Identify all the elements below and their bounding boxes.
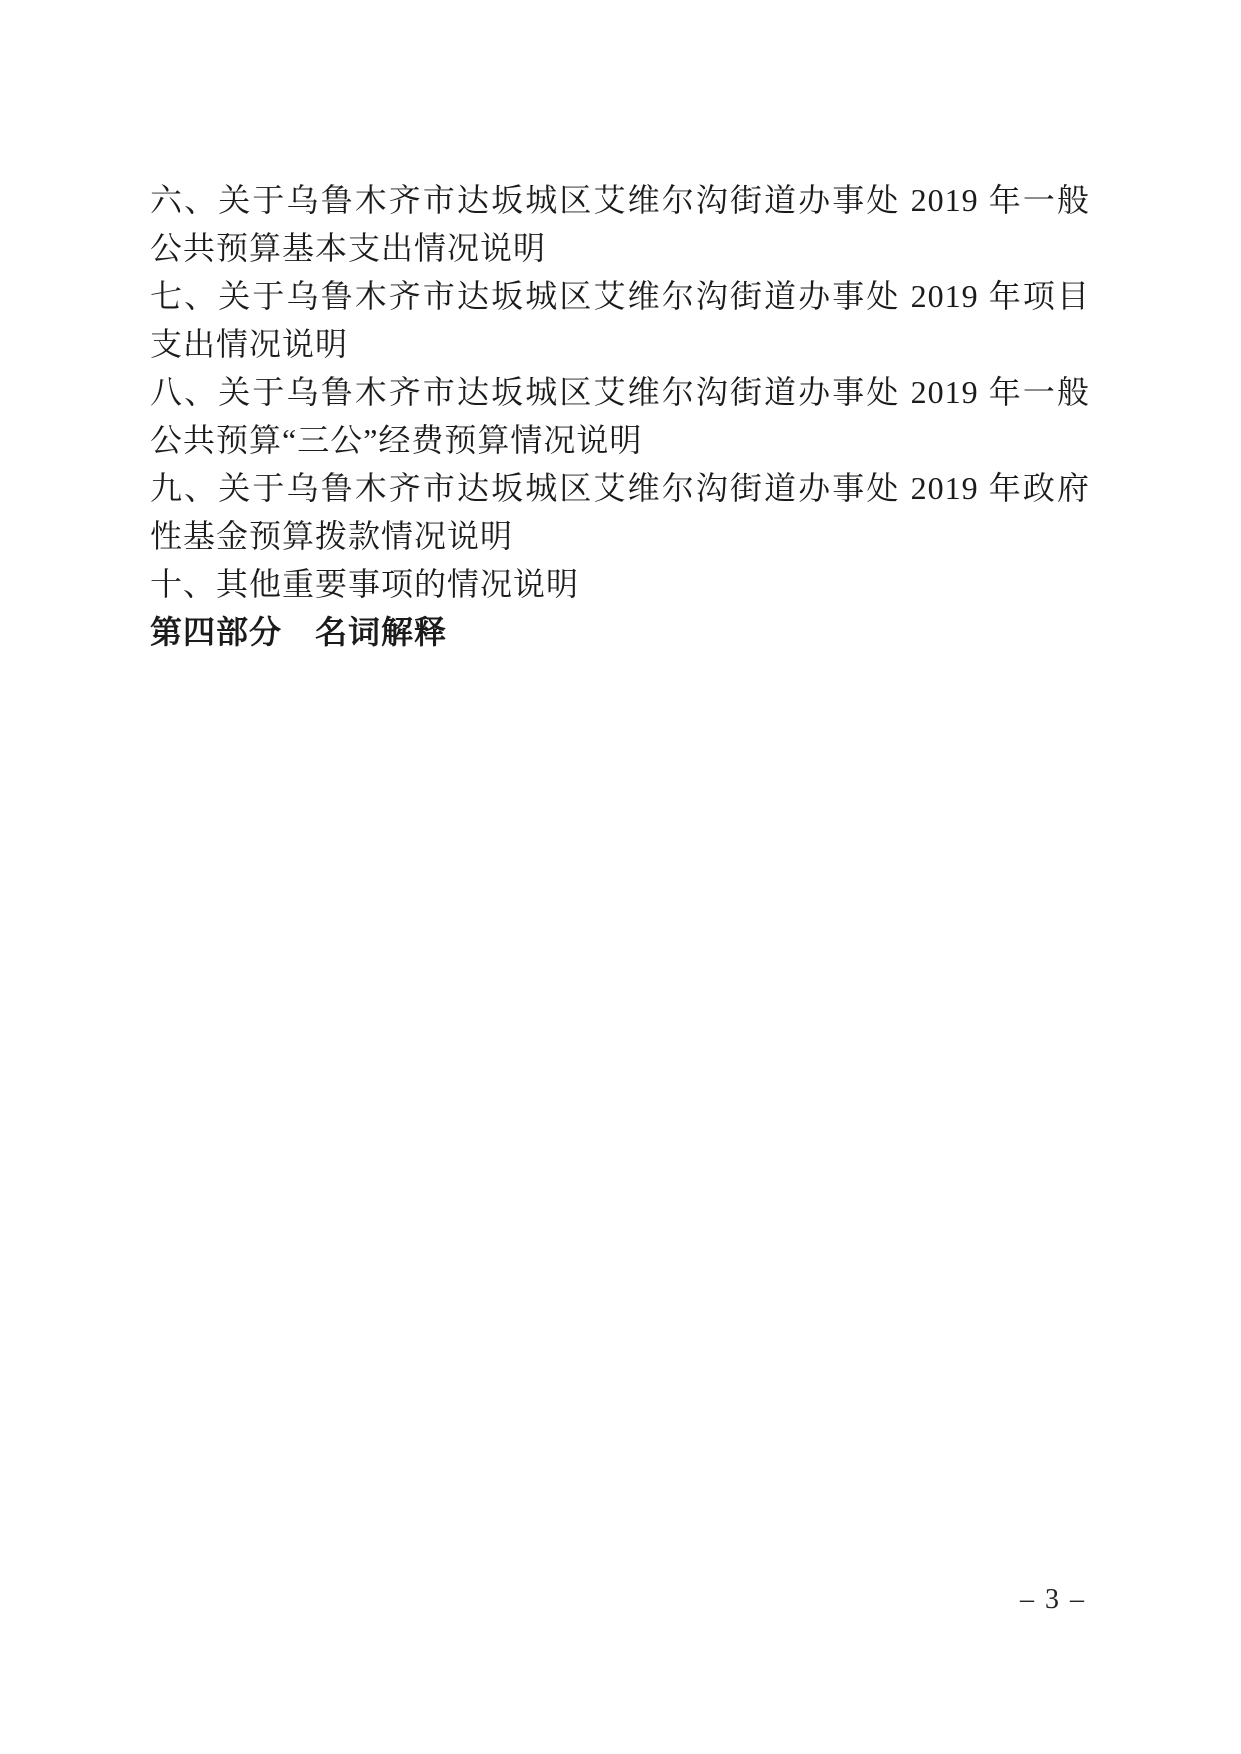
toc-item-8-line-2: 公共预算“三公”经费预算情况说明 bbox=[150, 422, 643, 458]
table-of-contents bbox=[150, 176, 1090, 656]
toc-item-7-line-1: 七、关于乌鲁木齐市达坂城区艾维尔沟街道办事处 2019 年项目 bbox=[150, 278, 1090, 314]
part-4-heading: 第四部分 名词解释 bbox=[150, 614, 448, 650]
toc-item-6-line-2: 公共预算基本支出情况说明 bbox=[150, 230, 547, 266]
toc-item-6-line-1: 六、关于乌鲁木齐市达坂城区艾维尔沟街道办事处 2019 年一般 bbox=[150, 182, 1090, 218]
page-number: – 3 – bbox=[1020, 1584, 1086, 1615]
toc-item-7-line-2: 支出情况说明 bbox=[150, 326, 349, 362]
toc-item-9-line-1: 九、关于乌鲁木齐市达坂城区艾维尔沟街道办事处 2019 年政府 bbox=[150, 470, 1090, 506]
toc-item-9-line-2: 性基金预算拨款情况说明 bbox=[150, 518, 514, 554]
page-footer bbox=[1003, 1584, 1103, 1616]
toc-item-8-line-1: 八、关于乌鲁木齐市达坂城区艾维尔沟街道办事处 2019 年一般 bbox=[150, 374, 1090, 410]
toc-item-10: 十、其他重要事项的情况说明 bbox=[150, 566, 580, 602]
